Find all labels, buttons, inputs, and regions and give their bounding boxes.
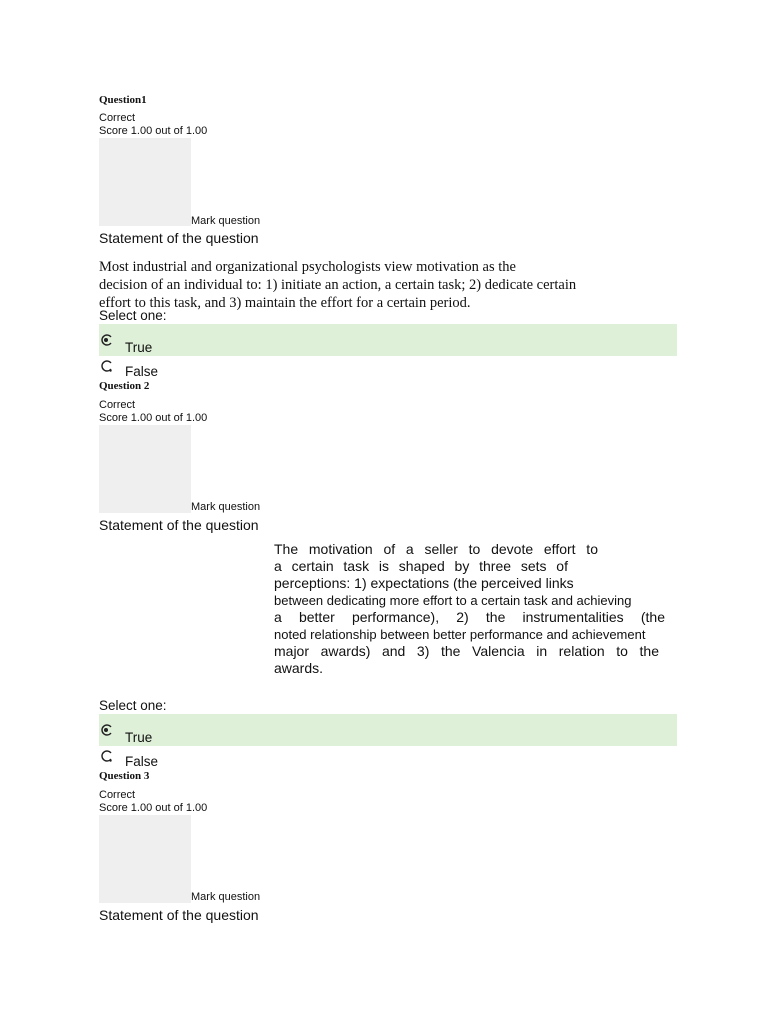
correct-answer-highlight bbox=[99, 714, 677, 746]
question-score: Score 1.00 out of 1.00 bbox=[99, 125, 208, 137]
question-text-line: The motivation of a seller to devote effort to bbox=[274, 541, 598, 557]
select-one-label: Select one: bbox=[99, 308, 167, 323]
question-text-line: perceptions: 1) expectations (the perceived links bbox=[274, 575, 574, 591]
statement-label: Statement of the question bbox=[99, 517, 259, 533]
mark-question-link[interactable]: Mark question bbox=[191, 891, 261, 903]
question-text-line: effort to this task, and 3) maintain the effort for a certain period. bbox=[99, 295, 471, 311]
statement-label: Statement of the question bbox=[99, 907, 259, 923]
flag-image bbox=[99, 425, 191, 513]
flag-image bbox=[99, 138, 191, 226]
option-true[interactable]: True bbox=[125, 730, 153, 745]
question-text bbox=[274, 541, 699, 677]
question-text-line: between dedicating more effort to a certain task and achieving bbox=[274, 593, 632, 608]
radio-icon[interactable] bbox=[101, 334, 113, 346]
option-false[interactable]: False bbox=[125, 364, 159, 379]
select-one-label: Select one: bbox=[99, 698, 167, 713]
question-status: Correct bbox=[99, 399, 136, 411]
radio-icon[interactable] bbox=[101, 750, 113, 762]
question-status: Correct bbox=[99, 789, 136, 801]
question-title: Question 2 bbox=[99, 380, 150, 392]
question-text-line: a better performance), 2) the instrumentalities (the bbox=[274, 609, 665, 625]
question-score: Score 1.00 out of 1.00 bbox=[99, 802, 208, 814]
question-text-line: Most industrial and organizational psychologists view motivation as the bbox=[99, 259, 516, 275]
statement-label: Statement of the question bbox=[99, 230, 259, 246]
question-text-line: awards. bbox=[274, 660, 324, 676]
option-false[interactable]: False bbox=[125, 754, 159, 769]
mark-question-link[interactable]: Mark question bbox=[191, 501, 261, 513]
question-text-line: decision of an individual to: 1) initiate an action, a certain task; 2) dedicate certain bbox=[99, 277, 577, 293]
correct-answer-highlight bbox=[99, 324, 677, 356]
option-true[interactable]: True bbox=[125, 340, 153, 355]
question-title: Question1 bbox=[99, 94, 147, 106]
question-text bbox=[99, 258, 576, 312]
radio-icon[interactable] bbox=[101, 724, 113, 736]
question-text-line: major awards) and 3) the Valencia in relation to the bbox=[274, 643, 659, 659]
radio-icon[interactable] bbox=[101, 360, 113, 372]
question-status: Correct bbox=[99, 112, 136, 124]
question-text-line: a certain task is shaped by three sets of bbox=[274, 558, 568, 574]
question-title: Question 3 bbox=[99, 770, 150, 782]
mark-question-link[interactable]: Mark question bbox=[191, 215, 261, 227]
question-text-line: noted relationship between better performance and achievement bbox=[274, 627, 646, 642]
question-score: Score 1.00 out of 1.00 bbox=[99, 412, 208, 424]
flag-image bbox=[99, 815, 191, 903]
